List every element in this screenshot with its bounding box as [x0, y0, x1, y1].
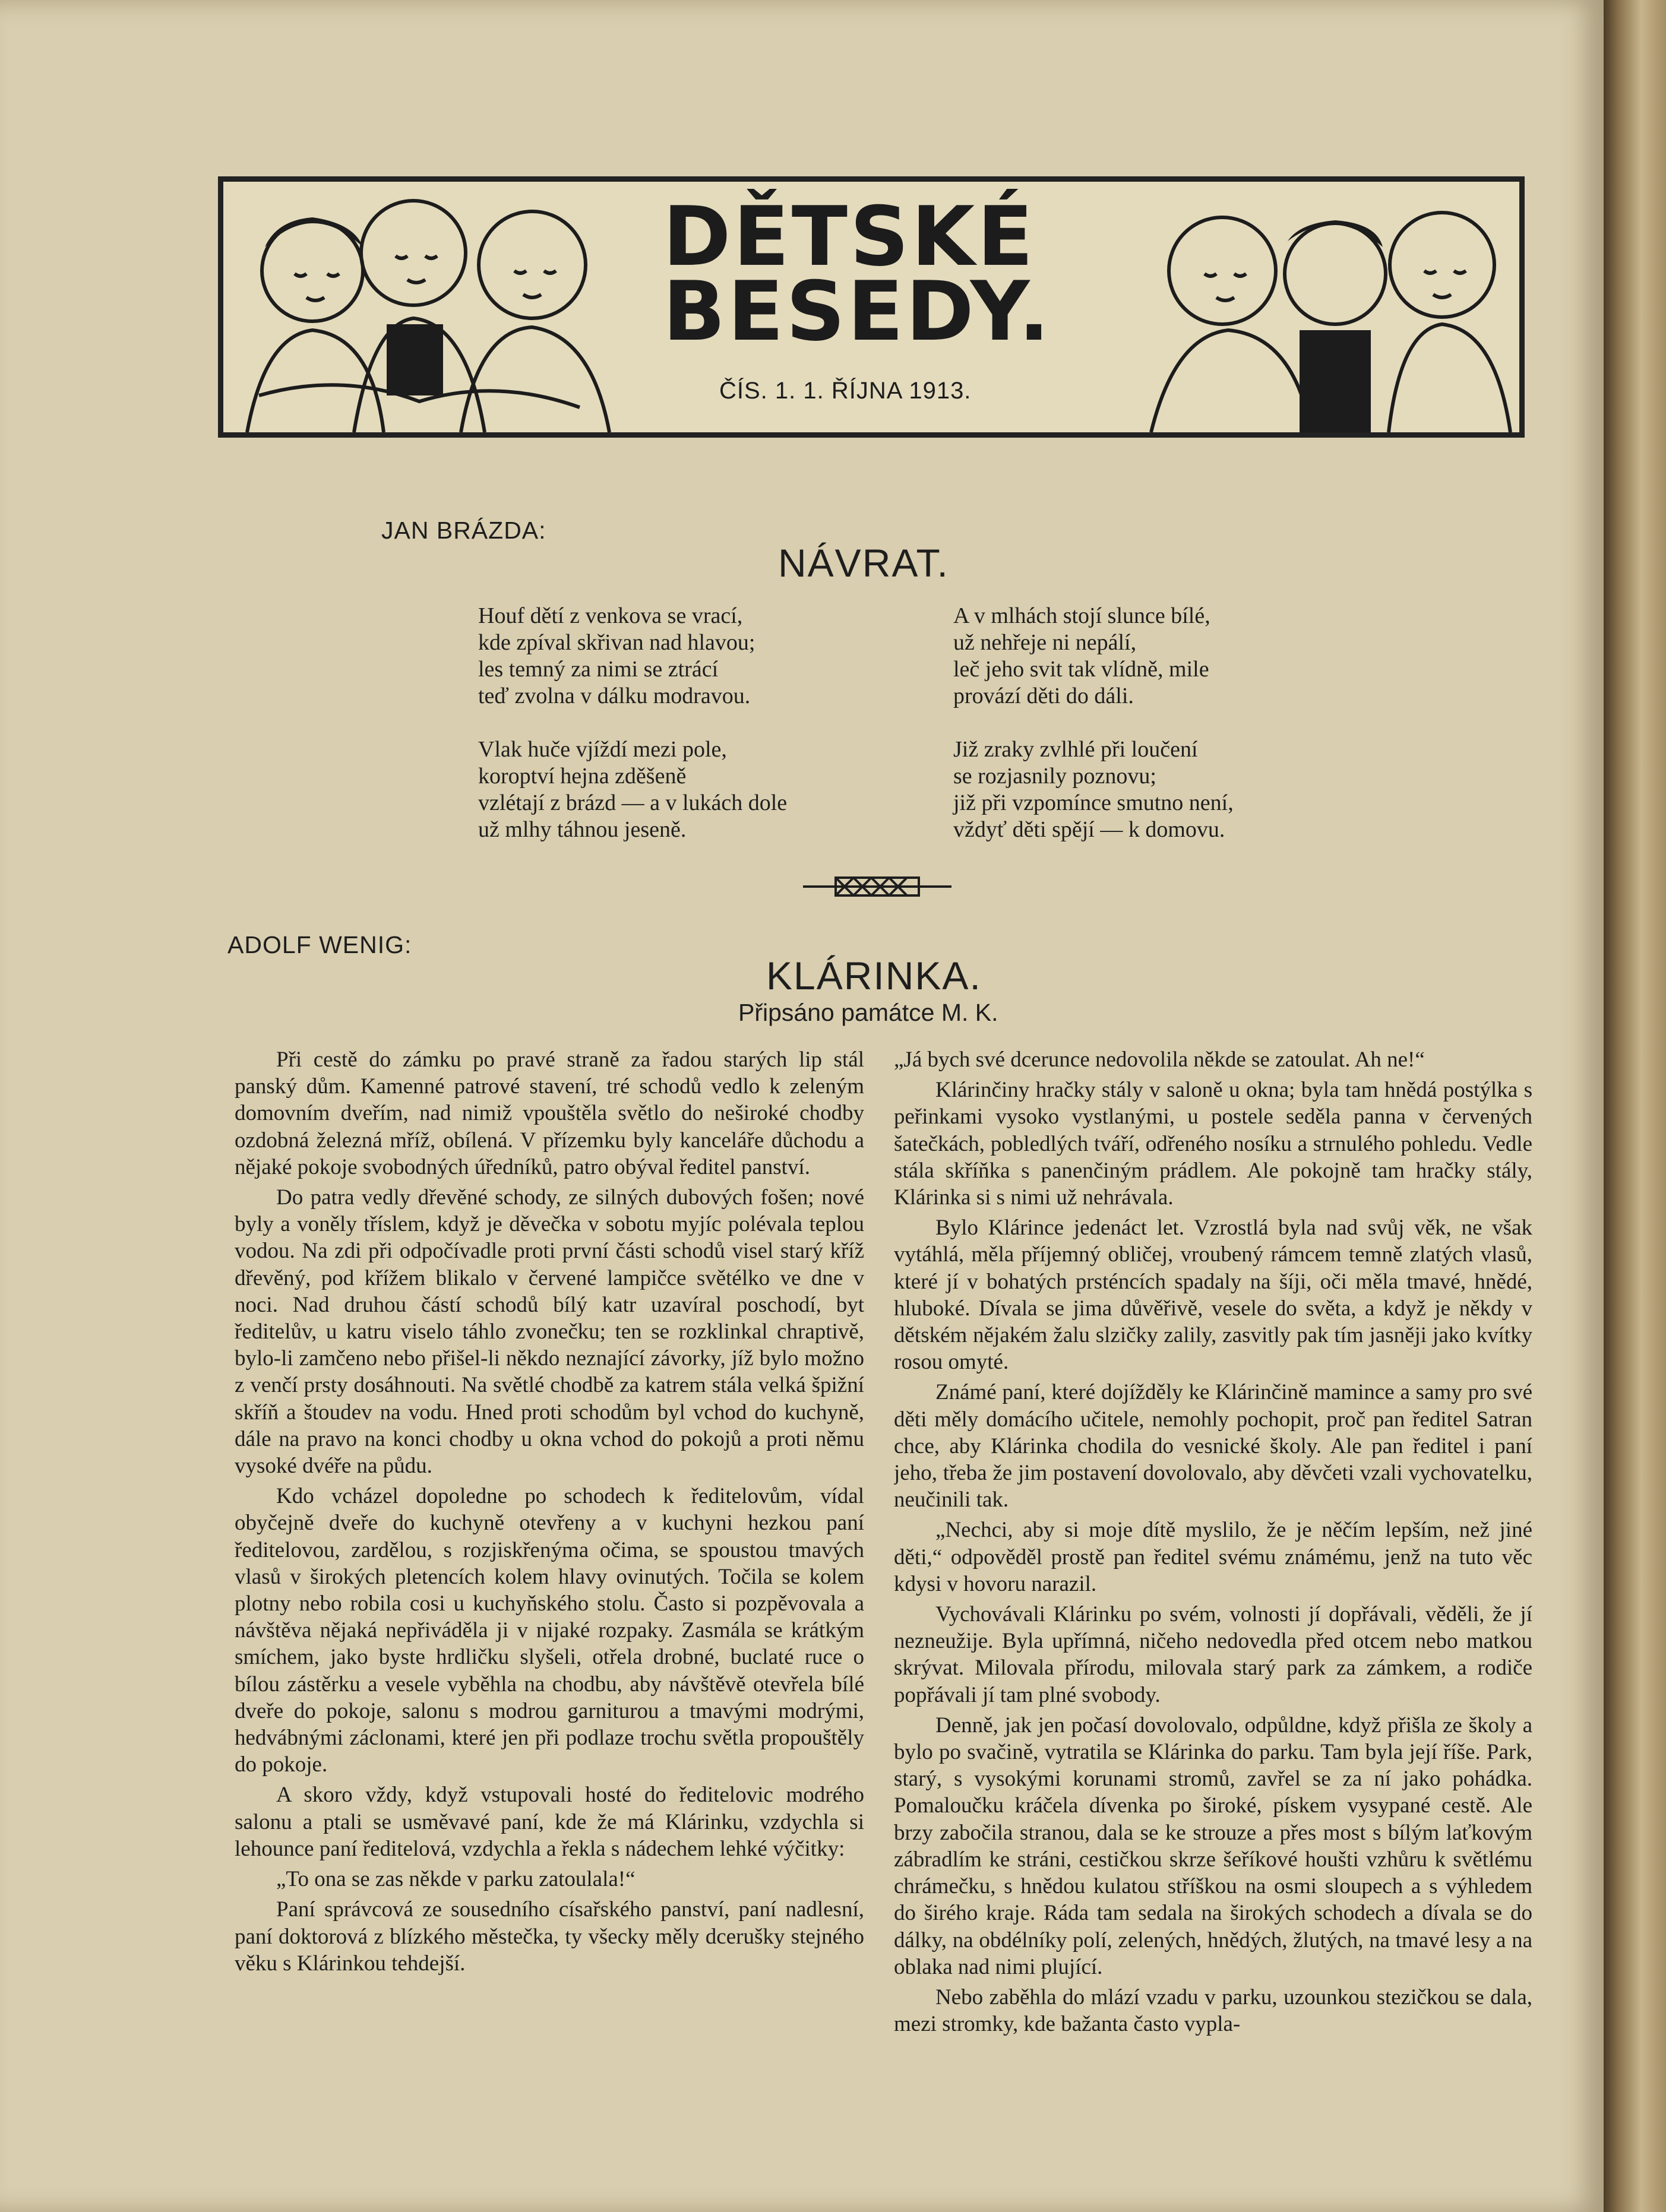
paragraph: Vychovávali Klárinku po svém, volnosti jí dopřávali, věděli, že jí nezneužije. Byla upřímná, ničeho nedovedla před otcem nebo matkou skrývat. Milovala přírodu, milovala starý park za zámkem, a rodiče popřávali jí tam plné svobody. — [894, 1602, 1532, 1707]
paragraph: Denně, jak jen počasí dovolovalo, odpůldne, když přišla ze školy a bylo po svačině, vytratila se Klárinka do parku. Tam byla její říše. Park, starý, s vysokými korunami stromů, zavřel se za ní jako pohádka. Pomaloučku kráčela dívenka po široké, pískem vysypané cestě. Ale brzy zabočila stranou, dala se ke strouze a přes most s bílým laťkovým zábradlím ke stráni, cestičkou skrze šeříkové houšti vzhůru k světlému chrámečku, s hnědou kulatou stříškou na osmi sloupech a s výhledem do širého kraje. Ráda tam sedala na širokých schodech a dívala se do dálky, na obdélníky polí, zelených, hnědých, žlutých, na tmavé lesy a na oblaka nad nimi plující. — [894, 1713, 1532, 1979]
story-column-left — [235, 1046, 864, 2186]
verse-line: Vlak huče vjíždí mezi pole, — [478, 737, 727, 762]
verse-line: leč jeho svit tak vlídně, mile — [953, 657, 1209, 682]
story-author: ADOLF WENIG: — [227, 931, 412, 958]
story-column-right — [894, 1046, 1532, 2210]
paragraph: Známé paní, které dojížděly ke Klárinčině mamince a samy pro své děti měly domácího učitele, nemohly pochopit, proč pan ředitel Satran chce, aby Klárinka chodila do vesnické školy. Ale pan ředitel i paní jeho, třeba že jim postavení dovolovalo, aby děvčeti vzali vychovatelku, neučinili tak. — [894, 1380, 1532, 1512]
verse-line: už nehřeje ni nepálí, — [953, 630, 1137, 655]
masthead-title-line2: BESEDY. — [663, 264, 1052, 359]
masthead-title-line1: DĚTSKÉ — [663, 189, 1036, 284]
paragraph: Do patra vedly dřevěné schody, ze silných dubových fošen; nové byly a voněly tříslem, když je děvečka v sobotu myjíc polévala teplou vodou. Na zdi při odpočívadle proti první části schodů visel starý kříž dřevěný, pod křížem blikalo v červené lampičce světélko ve dne v noci. Nad druhou částí schodů bílý katr uzavíral poschodí, byt ředitelův, u katru viselo táhlo zvonečku; ten se rozklinkal chraptivě, bylo-li zamčeno nebo přišel-li někdo neznající závorky, jíž bylo možno z venčí prsty dosáhnouti. Na světlé chodbě za katrem stála velká špižní skříň a štoudev na vodu. Hned proti schodům byl vchod do kuchyně, dále na pravo na konci chodby u okna vchod do pokojů a proti němu vysoké dvéře na půdu. — [235, 1185, 864, 1479]
poem-title: NÁVRAT. — [778, 541, 949, 585]
masthead-title — [663, 189, 1052, 359]
paragraph: Při cestě do zámku po pravé straně za řadou starých lip stál panský dům. Kamenné patrové stavení, tré schodů vedlo k zeleným domovním dveřím, nad nimiž vpouštěla světlo do neširoké chodby ozdobná železná mříž, obílená. V přízemku byly kanceláře důchodu a nějaké pokoje svobodných úředníků, patro obýval ředitel panství. — [235, 1048, 864, 1179]
verse-line: Houf dětí z venkova se vrací, — [478, 603, 743, 628]
paragraph: Klárinčiny hračky stály v saloně u okna; byla tam hnědá postýlka s peřinkami vysoko vystlanými, u postele seděla panna v červených šatečkách, pobledlých tváří, odřeného nosíku a strnulého pohledu. Vedle stála skříňka s panenčiným prádlem. Ale pokojně tam hračky stály, Klárinka si s nimi už nehrávala. — [894, 1078, 1532, 1210]
section-divider-ornament — [803, 873, 951, 900]
verse-line: už mlhy táhnou jeseně. — [478, 817, 687, 842]
verse-line: kde zpíval skřivan nad hlavou; — [478, 630, 755, 655]
verse-line: provází děti do dáli. — [953, 683, 1134, 708]
poem-stanza-1 — [478, 603, 755, 710]
poem-stanza-3 — [953, 603, 1210, 710]
verse-line: les temný za nimi se ztrácí — [478, 657, 719, 682]
paragraph: Paní správcová ze sousedního císařského panství, paní nadlesní, paní doktorová z blízkého městečka, ty všecky měly dcerušky stejného věku s Klárinkou tehdejší. — [235, 1897, 864, 1976]
masthead-banner — [218, 176, 1525, 438]
verse-line: teď zvolna v dálku modravou. — [478, 683, 751, 708]
poem-stanza-4 — [953, 736, 1234, 843]
paragraph: Kdo vcházel dopoledne po schodech k ředitelovům, vídal obyčejně dveře do kuchyně otevřeny a v kuchyni hezkou paní ředitelovou, zardělou, s rozjiskřenýma očima, se spoustou tmavých vlasů v širokých pletencích kolem hlavy ovinutých. Točila se kolem plotny nebo robila cosi u kuchyňského stolu. Často si pozpěvovala a návštěva nějaká nepřiváděla ji v nijaké rozpaky. Zasmála se krátkým smíchem, jako byste hrdličku slyšeli, otřela drobné, buclaté ruce o bílou zástěrku a vesele vyběhla na chodbu, aby návštěvě otevřela bílé dveře do pokoje, salonu s modrou garniturou a tmavými modrými, hedvábnými záclonami, které jen při podlaze trochu světla propouštěly do pokoje. — [235, 1484, 864, 1777]
page-edge-shadow — [1604, 0, 1666, 2212]
paragraph: „Já bych své dcerunce nedovolila někde se zatoulat. Ah ne!“ — [894, 1048, 1425, 1072]
paragraph: Nebo zaběhla do mlází vzadu v parku, uzounkou stezičkou se dala, mezi stromky, kde bažanta často vypla- — [894, 1985, 1532, 2037]
verse-line: se rozjasnily poznovu; — [953, 764, 1156, 789]
paragraph: „Nechci, aby si moje dítě myslilo, že je něčím lepším, než jiné děti,“ odpověděl prostě pan ředitel svému známému, jenž na tuto věc kdysi v hovoru narazil. — [894, 1518, 1532, 1596]
children-illustration-left — [223, 182, 639, 432]
story-title: KLÁRINKA. — [766, 954, 982, 998]
paragraph: „To ona se zas někde v parku zatoulala!“ — [276, 1867, 636, 1892]
verse-line: A v mlhách stojí slunce bílé, — [953, 603, 1210, 628]
issue-date: ČÍS. 1. 1. ŘÍJNA 1913. — [719, 378, 972, 404]
children-illustration-right — [1139, 182, 1519, 432]
paragraph: Bylo Klárince jedenáct let. Vzrostlá byla nad svůj věk, ne však vytáhlá, měla příjemný obličej, vroubený rámcem temně zlatých vlasů, které jí v bohatých prsténcích spadaly na šíji, oči měla tmavé, hnědé, hluboké. Dívala se jima důvěřivě, vesele do světa, a když je někdy v dětském nějakém žalu slzičky zalily, zasvitly pak tím jasněji jako kvítky rosou omyté. — [894, 1216, 1532, 1375]
verse-line: již při vzpomínce smutno není, — [953, 790, 1234, 815]
poem-author: JAN BRÁZDA: — [381, 517, 546, 544]
paragraph: A skoro vždy, když vstupovali hosté do ředitelovic modrého salonu a ptali se usměvavé paní, kde že má Klárinku, vzdychla si lehounce paní ředitelová, vzdychla a řekla s nádechem lehké výčitky: — [235, 1783, 864, 1861]
poem-stanza-2 — [478, 736, 787, 843]
verse-line: vždyť děti spějí — k domovu. — [953, 817, 1225, 842]
verse-line: vzlétají z brázd — a v lukách dole — [478, 790, 788, 815]
verse-line: Již zraky zvlhlé při loučení — [953, 737, 1198, 762]
story-subtitle: Připsáno památce M. K. — [738, 999, 998, 1026]
verse-line: koroptví hejna zděšeně — [478, 764, 687, 789]
